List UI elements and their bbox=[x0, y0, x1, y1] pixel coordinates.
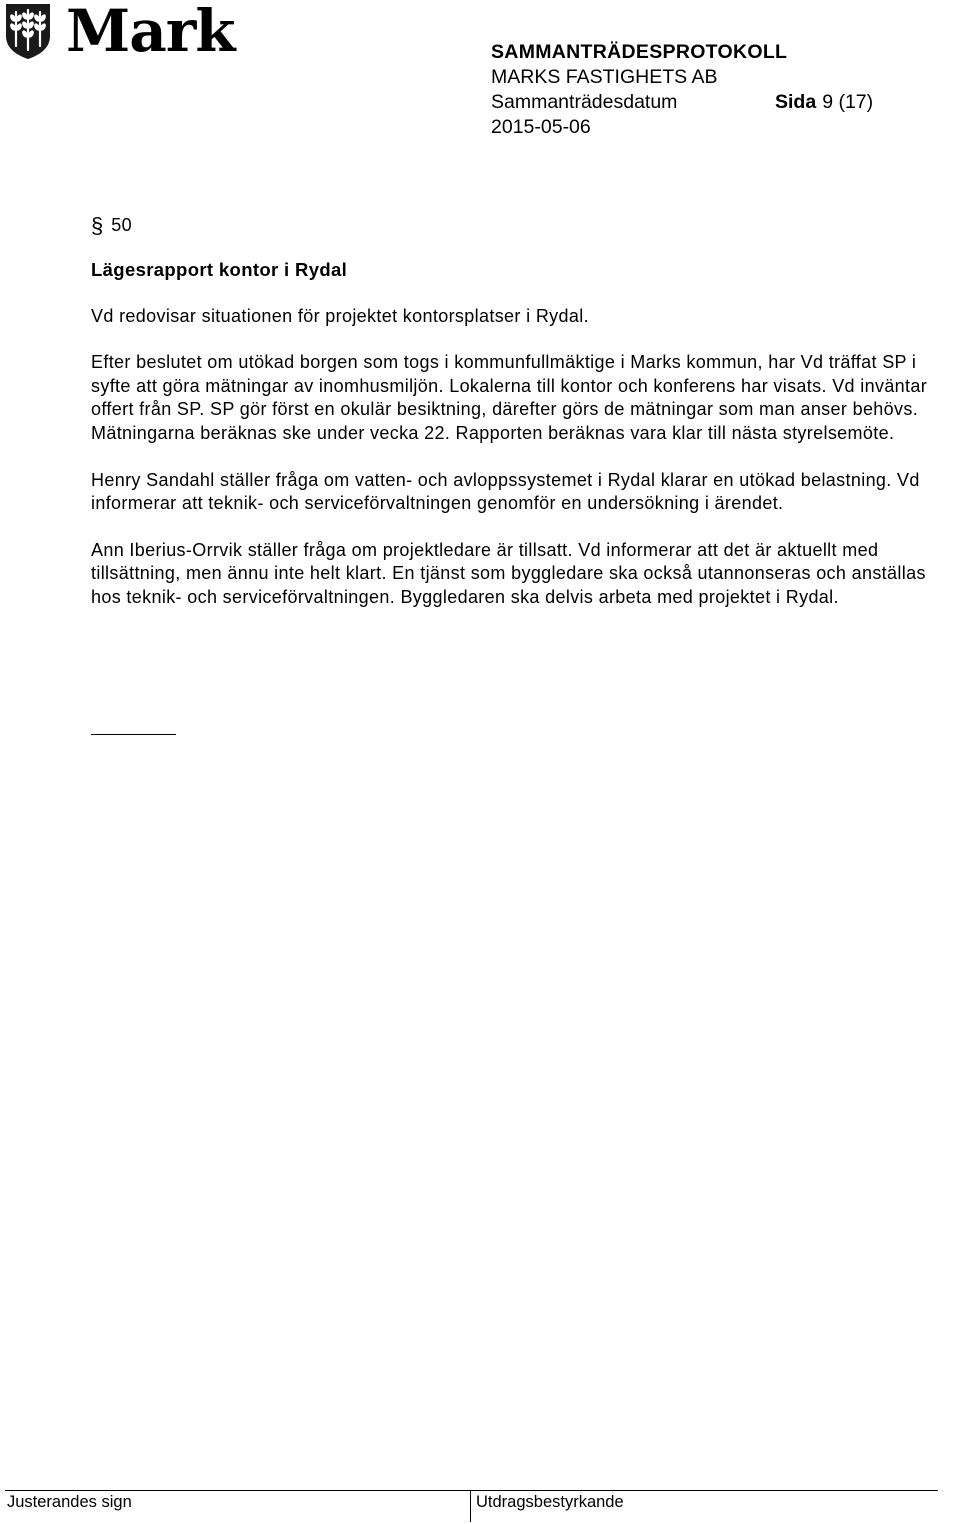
meeting-date: 2015-05-06 bbox=[491, 116, 591, 138]
document-type: SAMMANTRÄDESPROTOKOLL bbox=[491, 41, 788, 63]
organization-name: MARKS FASTIGHETS AB bbox=[491, 66, 718, 88]
date-page-row bbox=[491, 90, 873, 115]
document-header bbox=[491, 40, 873, 140]
paragraph: Efter beslutet om utökad borgen som togs i kommunfullmäktige i Marks kommun, har Vd träffat SP i syfte att göra mätningar av inomhusmiljön. Lokalerna till kontor och konferens har visats. Vd inväntar offert från SP. SP gör först en okulär besiktning, därefter görs de mätningar som man anser behövs. Mätningarna beräknas ske under vecka 22. Rapporten beräknas vara klar till nästa styrelsemöte. bbox=[91, 352, 928, 443]
section-heading: Lägesrapport kontor i Rydal bbox=[91, 259, 348, 280]
section-number: 50 bbox=[111, 215, 132, 236]
footer-divider bbox=[470, 1490, 471, 1522]
page-label: Sida bbox=[775, 91, 817, 113]
paragraph: Vd redovisar situationen för projektet kontorsplatser i Rydal. bbox=[91, 305, 589, 326]
protocol-section bbox=[91, 211, 959, 610]
section-sign: § bbox=[91, 213, 104, 239]
utdragsbestyrkande-label: Utdragsbestyrkande bbox=[476, 1493, 624, 1511]
logo-wordmark: Mark bbox=[66, 0, 235, 65]
footer-rule bbox=[5, 1490, 938, 1491]
logo bbox=[4, 0, 235, 65]
paragraph: Ann Iberius-Orrvik ställer fråga om projektledare är tillsatt. Vd informerar att det är aktuellt med tillsättning, men ännu inte helt klart. En tjänst som byggledare ska också utannonseras och anställas hos teknik- och serviceförvaltningen. Byggledaren ska delvis arbeta med projektet i Rydal. bbox=[91, 539, 926, 607]
meeting-date-label: Sammanträdesdatum bbox=[491, 91, 678, 113]
paragraph: Henry Sandahl ställer fråga om vatten- och avloppssystemet i Rydal klarar en utökad belastning. Vd informerar att teknik- och serviceförvaltningen genomför en undersökning i ärendet. bbox=[91, 469, 920, 514]
justerandes-sign-label: Justerandes sign bbox=[7, 1493, 132, 1511]
section-end-rule bbox=[91, 734, 176, 735]
coat-of-arms-icon bbox=[4, 2, 52, 60]
page-number: 9 (17) bbox=[822, 91, 874, 113]
section-number-line bbox=[91, 211, 959, 241]
